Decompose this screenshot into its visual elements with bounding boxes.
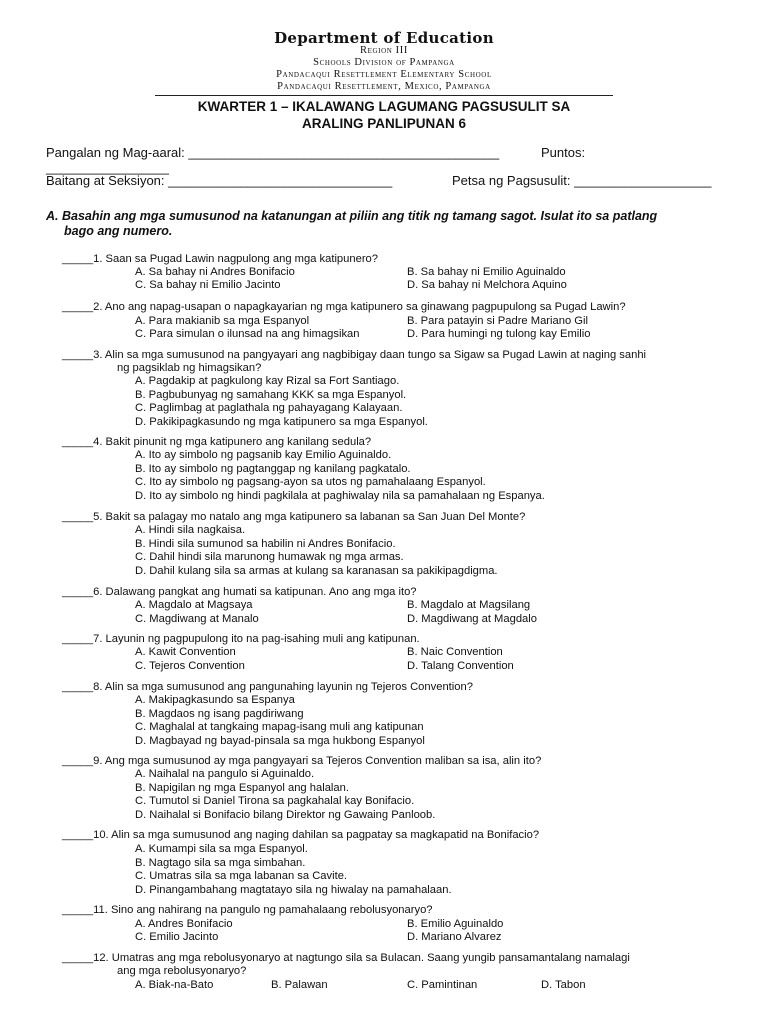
department-name: Department of Education (274, 29, 494, 47)
region-line: Region III (360, 45, 408, 56)
instructions-line1: A. Basahin ang mga sumusunod na katanungan at piliin ang titik ng tamang sagot. Isulat ito sa patlang (46, 209, 658, 223)
question-1: _____1. Saan sa Pugad Lawin nagpulong ang mga katipunero? (62, 253, 378, 265)
option-5-d: D. Dahil kulang sila sa armas at kulang sa karanasan sa pakikipagdigma. (135, 565, 498, 577)
option-7-d: D. Talang Convention (407, 660, 514, 672)
option-11-a: A. Andres Bonifacio (135, 918, 233, 930)
address-line: Pandacaqui Resettlement, Mexico, Pampanga (277, 81, 491, 92)
option-9-c: C. Tumutol si Daniel Tirona sa pagkahalal kay Bonifacio. (135, 795, 415, 807)
option-11-c: C. Emilio Jacinto (135, 931, 219, 943)
question-11: _____11. Sino ang nahirang na pangulo ng pamahalaang rebolusyonaryo? (62, 904, 433, 916)
option-6-b: B. Magdalo at Magsilang (407, 599, 531, 611)
question-8: _____8. Alin sa mga sumusunod ang pangunahing layunin ng Tejeros Convention? (62, 681, 473, 693)
instructions-line2: bago ang numero. (64, 224, 173, 238)
option-1-b: B. Sa bahay ni Emilio Aguinaldo (407, 266, 566, 278)
score-label: Puntos: (541, 145, 586, 160)
option-8-a: A. Makipagkasundo sa Espanya (135, 694, 295, 706)
option-8-d: D. Magbayad ng bayad-pinsala sa mga hukbong Espanyol (135, 735, 425, 747)
division-line: Schools Division of Pampanga (313, 57, 455, 68)
letterhead-divider (155, 95, 613, 96)
option-3-d: D. Pakikipagkasundo ng mga katipunero sa mga Espanyol. (135, 416, 428, 428)
option-11-d: D. Mariano Alvarez (407, 931, 502, 943)
option-5-a: A. Hindi sila nagkaisa. (135, 524, 246, 536)
option-10-b: B. Nagtago sila sa mga simbahan. (135, 857, 306, 869)
option-4-b: B. Ito ay simbolo ng pagtanggap ng kanilang pagkatalo. (135, 463, 411, 475)
option-4-c: C. Ito ay simbolo ng pagsang-ayon sa utos ng pamahalaang Espanyol. (135, 476, 486, 488)
option-5-c: C. Dahil hindi sila marunong humawak ng mga armas. (135, 551, 404, 563)
question-12: _____12. Umatras ang mga rebolusyonaryo at nagtungo sila sa Bulacan. Saang yungib pansamantalang namalagi (62, 952, 630, 964)
option-2-d: D. Para humingi ng tulong kay Emilio (407, 328, 591, 340)
option-6-a: A. Magdalo at Magsaya (135, 599, 253, 611)
option-6-d: D. Magdiwang at Magdalo (407, 613, 537, 625)
option-9-a: A. Naihalal na pangulo si Aguinaldo. (135, 768, 315, 780)
question-9: _____9. Ang mga sumusunod ay mga pangyayari sa Tejeros Convention maliban sa isa, alin ito? (62, 755, 542, 767)
option-10-a: A. Kumampi sila sa mga Espanyol. (135, 843, 308, 855)
option-3-b: B. Pagbubunyag ng samahang KKK sa mga Espanyol. (135, 389, 407, 401)
question-3: _____3. Alin sa mga sumusunod na pangyayari ang nagbibigay daan tungo sa Sigaw sa Pugad Lawin at naging sanhi (62, 349, 647, 361)
option-9-d: D. Naihalal si Bonifacio bilang Direktor ng Gawaing Panloob. (135, 809, 436, 821)
question-3-cont: ng pagsiklab ng himagsikan? (117, 362, 262, 374)
option-10-c: C. Umatras sila sa mga labanan sa Cavite. (135, 870, 348, 882)
option-1-a: A. Sa bahay ni Andres Bonifacio (135, 266, 295, 278)
option-8-b: B. Magdaos ng isang pagdiriwang (135, 708, 304, 720)
option-1-d: D. Sa bahay ni Melchora Aquino (407, 279, 567, 291)
grade-section-field[interactable]: Baitang at Seksiyon: _______________________________ (46, 173, 393, 188)
exam-title-line1: KWARTER 1 – IKALAWANG LAGUMANG PAGSUSULIT SA (197, 99, 571, 114)
question-6: _____6. Dalawang pangkat ang humati sa katipunan. Ano ang mga ito? (62, 586, 417, 598)
question-7: _____7. Layunin ng pagpupulong ito na pag-isahing muli ang katipunan. (62, 633, 420, 645)
question-10: _____10. Alin sa mga sumusunod ang naging dahilan sa pagpatay sa magkapatid na Bonifacio? (62, 829, 540, 841)
school-line: Pandacaqui Resettlement Elementary School (276, 69, 492, 80)
option-6-c: C. Magdiwang at Manalo (135, 613, 259, 625)
option-2-a: A. Para makianib sa mga Espanyol (135, 315, 310, 327)
exam-date-field[interactable]: Petsa ng Pagsusulit: ___________________ (452, 173, 712, 188)
option-12-b: B. Palawan (271, 979, 328, 991)
exam-title-line2: ARALING PANLIPUNAN 6 (301, 116, 466, 131)
option-2-c: C. Para simulan o ilunsad na ang himagsikan (135, 328, 360, 340)
option-7-a: A. Kawit Convention (135, 646, 236, 658)
question-4: _____4. Bakit pinunit ng mga katipunero ang kanilang sedula? (62, 436, 372, 448)
question-5: _____5. Bakit sa palagay mo natalo ang mga katipunero sa labanan sa San Juan Del Monte? (62, 511, 526, 523)
option-7-b: B. Naic Convention (407, 646, 503, 658)
question-12-cont: ang mga rebolusyonaryo? (117, 965, 247, 977)
option-12-c: C. Pamintinan (407, 979, 478, 991)
option-7-c: C. Tejeros Convention (135, 660, 245, 672)
option-3-a: A. Pagdakip at pagkulong kay Rizal sa Fort Santiago. (135, 375, 400, 387)
option-2-b: B. Para patayin si Padre Mariano Gil (407, 315, 588, 327)
option-8-c: C. Maghalal at tangkaing mapag-isang muli ang katipunan (135, 721, 424, 733)
option-1-c: C. Sa bahay ni Emilio Jacinto (135, 279, 281, 291)
option-3-c: C. Paglimbag at paglathala ng pahayagang Kalayaan. (135, 402, 403, 414)
question-2: _____2. Ano ang napag-usapan o napagkayarian ng mga katipunero sa ginawang pagpupulong sa Pugad Lawin? (62, 301, 626, 313)
option-4-d: D. Ito ay simbolo ng hindi pagkilala at paghiwalay nila sa pamahalaan ng Espanya. (135, 490, 545, 502)
option-10-d: D. Pinangambahang magtatayo sila ng hiwalay na pamahalaan. (135, 884, 452, 896)
option-12-d: D. Tabon (541, 979, 586, 991)
score-line[interactable]: _________________ (46, 160, 169, 175)
option-5-b: B. Hindi sila sumunod sa habilin ni Andres Bonifacio. (135, 538, 396, 550)
option-12-a: A. Biak-na-Bato (135, 979, 214, 991)
option-11-b: B. Emilio Aguinaldo (407, 918, 504, 930)
student-name-field[interactable]: Pangalan ng Mag-aaral: ___________________________________________ (46, 145, 500, 160)
option-9-b: B. Napigilan ng mga Espanyol ang halalan. (135, 782, 349, 794)
option-4-a: A. Ito ay simbolo ng pagsanib kay Emilio Aguinaldo. (135, 449, 392, 461)
